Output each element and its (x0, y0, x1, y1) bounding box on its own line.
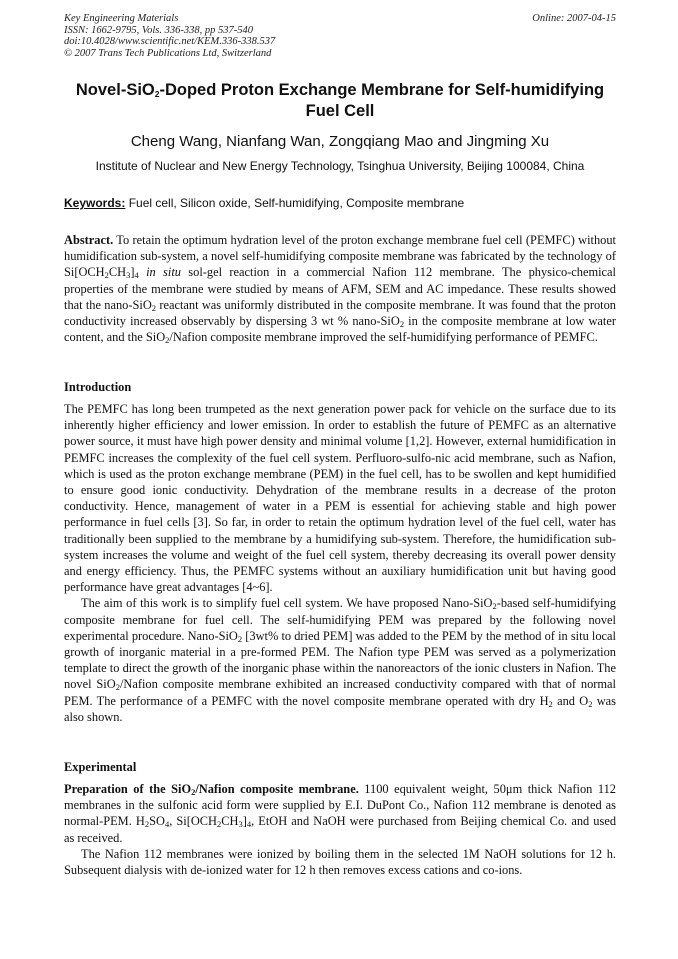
abstract: Abstract. To retain the optimum hydration level of the proton exchange membrane fuel cell (PEMFC) without humidification sub-system, a novel self-humidifying composite membrane was fabricated by the technology of $Si[OCH_2CH_3]_4$ in situ sol-gel reaction in a commercial Nafion 112 membrane. The physico-chemical properties of the membrane were studied by means of AFM, SEM and AC impedance. These results showed that the nano-SiO$_2$ reactant was uniformly distributed in the composite membrane. It was found that the proton conductivity increased observably by dispersing 3 wt % nano-SiO$_2$ in the composite membrane at low water content, and the SiO$_2$/Nafion composite membrane improved the self-humidifying performance of PEMFC. (64, 233, 617, 346)
online-date: Online: 2007-04-15 (532, 13, 616, 24)
affiliation: Institute of Nuclear and New Energy Technology, Tsinghua University, Beijing 100084, China (95, 159, 585, 173)
intro-paragraph-2: The aim of this work is to simplify fuel cell system. We have proposed Nano-SiO$_2$-based self-humidifying composite membrane for fuel cell. The self-humidifying PEM was prepared by the following novel experimental procedure. Nano-SiO$_2$ [3wt% to dried PEM] was added to the PEM by the method of in situ local growth of inorganic material in a pre-formed PEM. The Nafion type PEM was served as a polymerization template to direct the growth of the inorganic phase within the nanoreactors of the ionic clusters in Nafion. The novel SiO$_2$/Nafion composite membrane exhibited an increased conductivity compared with that of normal PEM. The performance of a PEMFC with the novel composite membrane operated with dry $H_2$ and $O_2$ was also shown. (64, 596, 616, 724)
intro-paragraph-1: The PEMFC has long been trumpeted as the next generation power pack for vehicle on the surface due to its inherently higher efficiency and lower emission. In order to establish the future of PEMFC as an alternative power source, it must have high power density and minimal volume [1,2]. However, external humidification in PEMFC increases the complexity of the fuel cell system. Perfluoro-sulfo-nic acid membrane, such as Nafion, which is used as the proton exchange membrane (PEM) in the fuel cell, has to be swollen and kept humidified to ensure good ionic conductivity. Dehydration of the membrane results in a decrease of the proton conductivity. Hence, management of water in a PEM is essential for achieving stable and high power performance in fuel cells [3]. So far, in order to retain the optimum hydration level of the fuel cell, water has traditionally been supplied to the membrane by a humidifying sub-system. Therefore, the humidification sub-system increases the volume and weight of the fuel cell system, thereby decreasing its overall power density and energy efficiency. Thus, the PEMFC systems without an auxiliary humidification unit but having good performance have great advantages [4~6]. (64, 402, 616, 595)
keywords-text: Fuel cell, Silicon oxide, Self-humidifying, Composite membrane (125, 196, 465, 210)
introduction-body (64, 401, 616, 725)
issn-line: ISSN: 1662-9795, Vols. 336-338, pp 537-540 (64, 24, 253, 36)
section-heading-experimental: Experimental (64, 760, 137, 774)
experimental-body (64, 781, 616, 878)
keywords-label: Keywords: (64, 196, 126, 210)
author-list: Cheng Wang, Nianfang Wan, Zongqiang Mao and Jingming Xu (130, 133, 550, 150)
section-heading-introduction: Introduction (64, 380, 132, 394)
journal-header (64, 13, 616, 59)
journal-name: Key Engineering Materials (64, 13, 179, 24)
exp-paragraph-2: The Nafion 112 membranes were ionized by boiling them in the selected 1M NaOH solutions for 12 h. Subsequent dialysis with de-ionized water for 12 h then removes excess cations and co-ions. (64, 846, 616, 878)
keywords (64, 196, 624, 211)
paper-title: Novel-SiO$_2$-Doped Proton Exchange Membrane for Self-humidifying Fuel Cell (75, 81, 605, 120)
exp-paragraph-1: Preparation of the SiO$_2$/Nafion composite membrane. 1100 equivalent weight, 50μm thick Nafion 112 membranes in the sulfonic acid form were supplied by E.I. DuPont Co., Nafion 112 membrane is denoted as normal-PEM. $H_2SO_4$, $Si[OCH_2CH_3]_4$, EtOH and NaOH were purchased from Beijing chemical Co. and used as received. (64, 782, 617, 845)
abstract-label: Abstract. (64, 233, 114, 247)
doi-line: doi:10.4028/www.scientific.net/KEM.336-338.537 (64, 36, 276, 48)
copyright-line: © 2007 Trans Tech Publications Ltd, Switzerland (64, 47, 272, 59)
